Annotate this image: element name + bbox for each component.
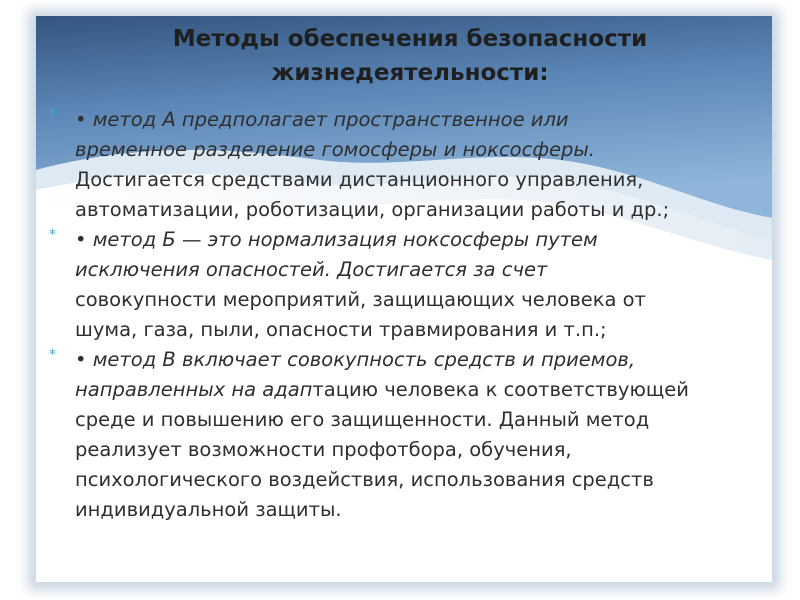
bullet-b-line-4: шума, газа, пыли, опасности травмирования и т.п.;: [75, 318, 607, 341]
bullet-b-line-2: исключения опасностей. Достигается за счет: [75, 258, 548, 281]
bullet-method-b: [45, 225, 765, 345]
bullet-marker-icon: *: [49, 347, 56, 363]
title-line-2: жизнедеятельности:: [271, 60, 549, 86]
bullet-a-line-3: Достигается средствами дистанционного управления,: [75, 168, 644, 191]
bullet-v-line-1: • метод В включает совокупность средств и приемов,: [75, 348, 636, 371]
bullet-a-line-2: временное разделение гомосферы и ноксосферы.: [75, 138, 595, 161]
title-line-1: Методы обеспечения безопасности: [172, 26, 648, 52]
bullet-a-line-1: • метод А предполагает пространственное или: [75, 108, 569, 131]
bullet-method-v: [45, 345, 765, 525]
bullet-v-line-2: [75, 375, 765, 405]
bullet-method-a: [45, 105, 765, 225]
slide-title: [60, 22, 760, 90]
bullet-marker-icon: *: [49, 107, 56, 123]
bullet-b-line-1: • метод Б — это нормализация ноксосферы путем: [75, 228, 598, 251]
bullet-v-line-2-rest: тацию человека к соответствующей: [312, 378, 689, 401]
bullet-v-line-5: психологического воздействия, использования средств: [75, 468, 654, 491]
bullet-marker-icon: *: [49, 227, 56, 243]
bullet-v-line-2-italic: направленных на адап: [75, 378, 313, 401]
bullet-b-line-3: совокупности мероприятий, защищающих человека от: [75, 288, 646, 311]
bullet-a-line-4: автоматизации, роботизации, организации работы и др.;: [75, 198, 670, 221]
bullet-v-line-3: среде и повышению его защищенности. Данный метод: [75, 408, 650, 431]
bullet-v-line-6: индивидуальной защиты.: [75, 498, 342, 521]
bullet-list: [45, 105, 765, 525]
bullet-v-line-4: реализует возможности профотбора, обучения,: [75, 438, 572, 461]
